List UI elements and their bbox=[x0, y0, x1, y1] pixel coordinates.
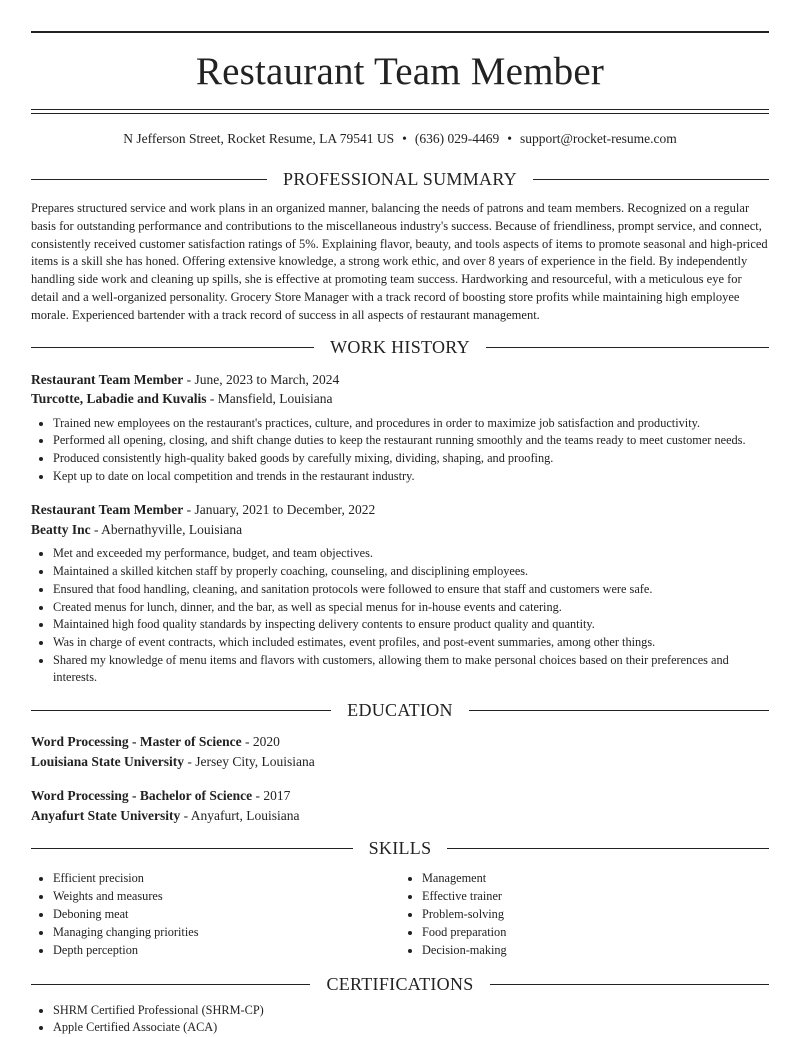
education-school: Louisiana State University bbox=[31, 753, 185, 769]
contact-line bbox=[31, 130, 769, 148]
skills-column-left bbox=[31, 870, 400, 960]
section-rule bbox=[31, 179, 267, 180]
list-item: • Met and exceeded my performance, budget, and team objectives. bbox=[53, 545, 769, 563]
education-school: Anyafurt State University bbox=[31, 807, 181, 823]
skills-list bbox=[31, 870, 769, 960]
list-item: • Kept up to date on local competition and trends in the restaurant industry. bbox=[53, 468, 769, 486]
list-item: • Trained new employees on the restaurant's practices, culture, and procedures in order to maximize job satisfaction and productivity. bbox=[53, 415, 769, 433]
section-title-certifications: CERTIFICATIONS bbox=[326, 974, 474, 995]
list-item: • Effective trainer bbox=[422, 888, 769, 906]
job-company-line bbox=[31, 520, 769, 540]
contact-separator: • bbox=[507, 131, 512, 146]
contact-phone: (636) 029-4469 bbox=[414, 131, 500, 146]
section-header-certifications bbox=[31, 974, 769, 996]
job-entry-2 bbox=[31, 500, 769, 687]
job-title-line bbox=[31, 500, 769, 520]
contact-email: support@rocket-resume.com bbox=[519, 131, 677, 146]
job-role: Restaurant Team Member bbox=[31, 371, 184, 387]
list-item: • Efficient precision bbox=[53, 870, 400, 888]
skills-column-right bbox=[400, 870, 769, 960]
list-item: • Created menus for lunch, dinner, and the bar, as well as special menus for in-house events and catering. bbox=[53, 599, 769, 617]
education-year: - 2020 bbox=[241, 734, 280, 750]
list-item: • Ensured that food handling, cleaning, and sanitation protocols were followed to ensure that staff and customers were safe. bbox=[53, 581, 769, 599]
job-company: Beatty Inc bbox=[31, 521, 91, 537]
list-item: • Was in charge of event contracts, which included estimates, event profiles, and post-event summaries, among other things. bbox=[53, 634, 769, 652]
list-item: • Produced consistently high-quality baked goods by carefully mixing, dividing, shaping, and proofing. bbox=[53, 450, 769, 468]
section-header-skills bbox=[31, 837, 769, 859]
section-rule bbox=[31, 848, 353, 849]
list-item: • Management bbox=[422, 870, 769, 888]
certifications-list bbox=[31, 1002, 769, 1037]
list-item: • Maintained high food quality standards by inspecting delivery contents to ensure product quality and quantity. bbox=[53, 616, 769, 634]
job-dates: - June, 2023 to March, 2024 bbox=[183, 371, 340, 387]
job-role: Restaurant Team Member bbox=[31, 502, 184, 518]
section-rule bbox=[490, 984, 769, 985]
list-item: • Deboning meat bbox=[53, 906, 400, 924]
job-location: - Mansfield, Louisiana bbox=[206, 391, 333, 407]
education-entry-1 bbox=[31, 732, 769, 771]
top-rule bbox=[31, 31, 769, 33]
education-degree-line bbox=[31, 786, 769, 806]
section-header-education bbox=[31, 699, 769, 721]
section-header-summary bbox=[31, 168, 769, 190]
job-entry-1 bbox=[31, 370, 769, 486]
section-header-work bbox=[31, 337, 769, 359]
section-rule bbox=[486, 347, 769, 348]
list-item: • Apple Certified Associate (ACA) bbox=[53, 1019, 769, 1037]
education-degree: Word Processing - Master of Science bbox=[31, 734, 242, 750]
list-item: • Depth perception bbox=[53, 942, 400, 960]
summary-text: Prepares structured service and work plans in an organized manner, balancing the needs of patrons and team members. Recognized on a regular basis for outstanding performance and contributions to the miscellaneous industry's success. Because of friendliness, prompt service, and connect, consistently received customer satisfaction ratings of 5%. Explaining flavor, beauty, and tools aspects of items to promote seasonal and high-priced items is a skill she has honed. Offering extensive knowledge, a strong work ethic, and over 8 years of experience in the field. By independently handling side work and cleaning up spills, she is effective at promoting team success. Hardworking and resourceful, with a meticulous eye for detail and a well-organized personality. Grocery Store Manager with a track record of boosting store profits while maintaining high employee morale. Experienced bartender with a track record of success in all aspects of restaurant management. bbox=[31, 201, 768, 322]
job-bullets bbox=[31, 545, 769, 687]
job-title-line bbox=[31, 370, 769, 390]
education-school-line bbox=[31, 752, 769, 772]
resume-page bbox=[31, 0, 769, 1037]
section-rule bbox=[31, 347, 314, 348]
list-item: • Problem-solving bbox=[422, 906, 769, 924]
resume-name: Restaurant Team Member bbox=[195, 50, 605, 93]
section-rule bbox=[447, 848, 769, 849]
list-item: • Maintained a skilled kitchen staff by properly coaching, counseling, and disciplining employees. bbox=[53, 563, 769, 581]
education-location: - Anyafurt, Louisiana bbox=[180, 807, 300, 823]
education-entry-2 bbox=[31, 786, 769, 825]
list-item: • Weights and measures bbox=[53, 888, 400, 906]
contact-separator: • bbox=[402, 131, 407, 146]
education-year: - 2017 bbox=[252, 788, 291, 804]
list-item: • Managing changing priorities bbox=[53, 924, 400, 942]
section-rule bbox=[31, 710, 331, 711]
double-rule bbox=[31, 109, 769, 114]
section-title-education: EDUCATION bbox=[347, 699, 453, 720]
section-title-work: WORK HISTORY bbox=[330, 337, 470, 358]
job-location: - Abernathyville, Louisiana bbox=[90, 521, 243, 537]
section-rule bbox=[469, 710, 769, 711]
education-location: - Jersey City, Louisiana bbox=[184, 753, 315, 769]
contact-address: N Jefferson Street, Rocket Resume, LA 79541 US bbox=[123, 131, 395, 146]
education-degree-line bbox=[31, 732, 769, 752]
section-title-skills: SKILLS bbox=[368, 837, 432, 858]
list-item: • Performed all opening, closing, and shift change duties to keep the restaurant running smoothly and the teams ready to meet customer needs. bbox=[53, 432, 769, 450]
job-bullets bbox=[31, 415, 769, 486]
job-company-line bbox=[31, 389, 769, 409]
list-item: • Decision-making bbox=[422, 942, 769, 960]
section-rule bbox=[533, 179, 769, 180]
education-school-line bbox=[31, 806, 769, 826]
education-degree: Word Processing - Bachelor of Science bbox=[31, 788, 253, 804]
job-dates: - January, 2021 to December, 2022 bbox=[183, 502, 376, 518]
section-rule bbox=[31, 984, 310, 985]
list-item: • Shared my knowledge of menu items and flavors with customers, allowing them to make personal choices based on their preferences and interests. bbox=[53, 652, 769, 687]
job-company: Turcotte, Labadie and Kuvalis bbox=[31, 391, 207, 407]
list-item: • Food preparation bbox=[422, 924, 769, 942]
list-item: • SHRM Certified Professional (SHRM-CP) bbox=[53, 1002, 769, 1020]
section-title-summary: PROFESSIONAL SUMMARY bbox=[283, 168, 517, 189]
